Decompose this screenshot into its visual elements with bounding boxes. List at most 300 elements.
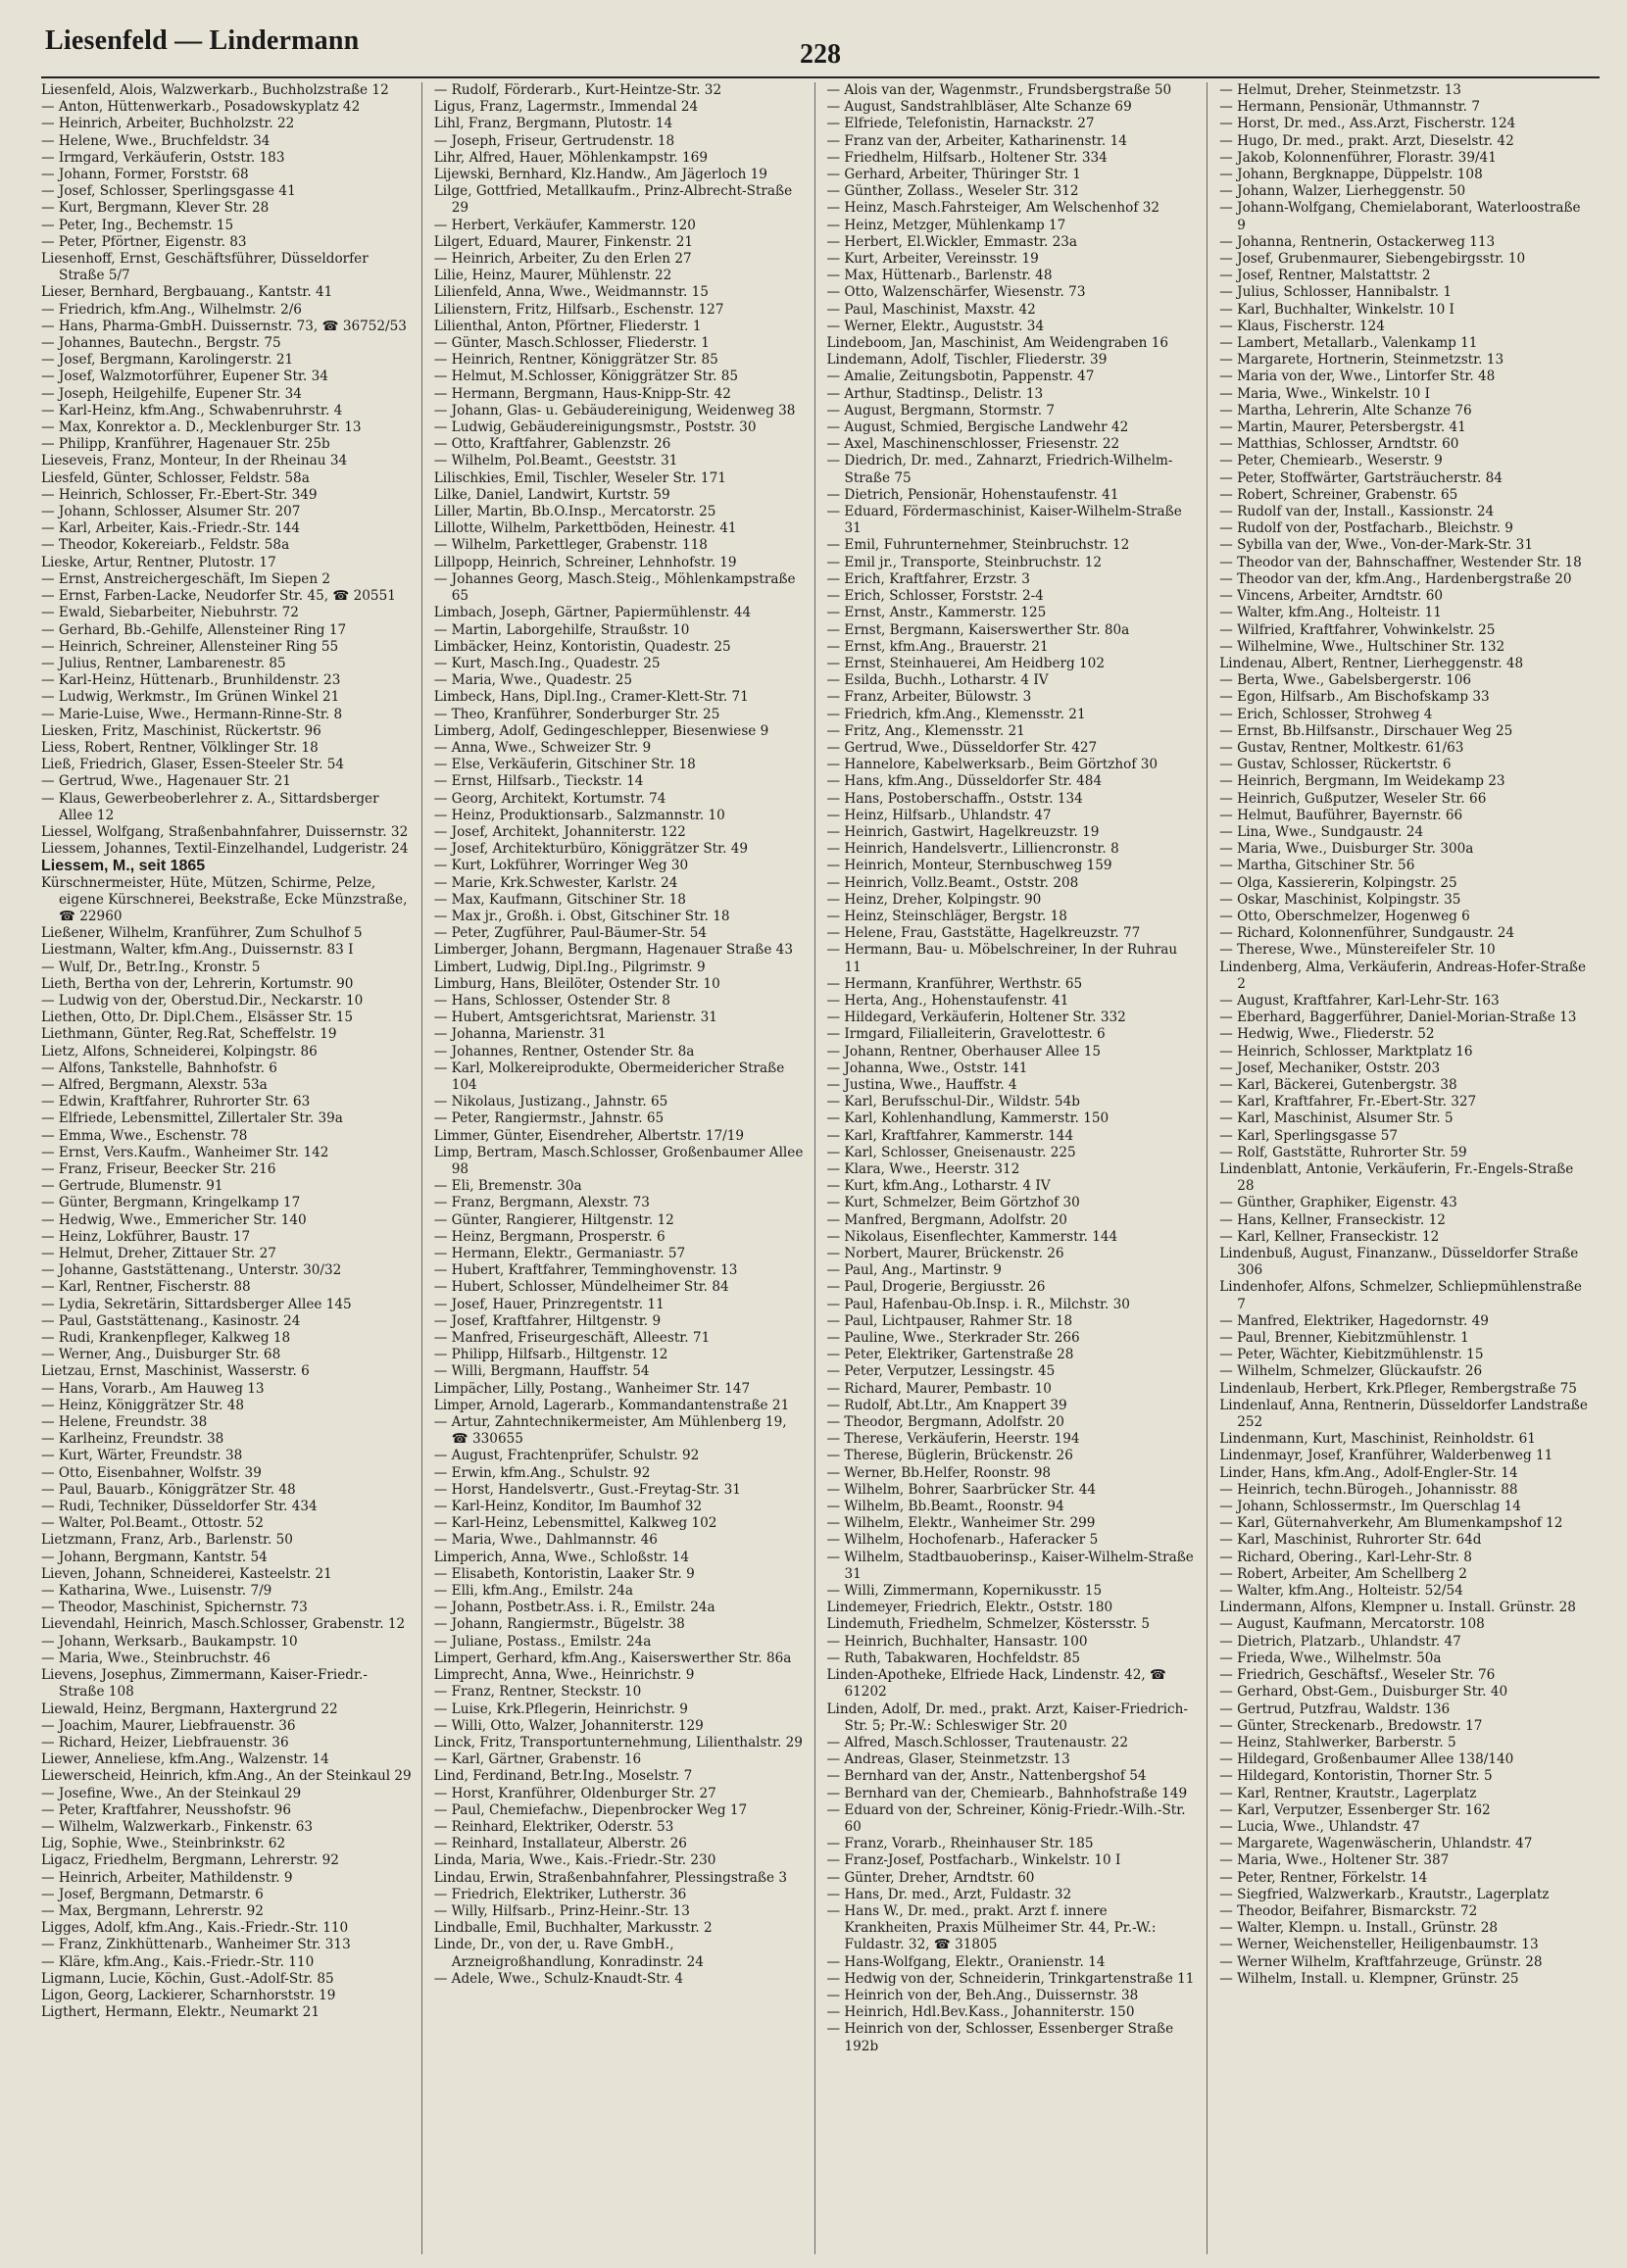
directory-entry: Liller, Martin, Bb.O.Insp., Mercatorstr. 25 xyxy=(433,504,716,520)
directory-entry: — Joseph, Heilgehilfe, Eupener Str. 34 xyxy=(41,385,302,402)
directory-entry: — Günter, Dreher, Arndtstr. 60 xyxy=(826,1869,1035,1886)
directory-entry: — Elli, kfm.Ang., Emilstr. 24a xyxy=(433,1583,633,1600)
directory-entry: — Helene, Frau, Gaststätte, Hagelkreuzstr. 77 xyxy=(826,925,1141,942)
directory-entry: — Edwin, Kraftfahrer, Ruhrorter Str. 63 xyxy=(41,1094,311,1110)
directory-entry: — Paul, Drogerie, Bergiusstr. 26 xyxy=(826,1279,1046,1296)
directory-entry: — Hans, Schlosser, Ostender Str. 8 xyxy=(433,992,670,1009)
directory-entry: — Johanna, Wwe., Oststr. 141 xyxy=(826,1060,1028,1076)
directory-entry: — Georg, Architekt, Kortumstr. 74 xyxy=(433,790,666,807)
directory-entry: — Josef, Grubenmaurer, Siebengebirgsstr. 10 xyxy=(1219,251,1526,268)
directory-entry: Ligmann, Lucie, Köchin, Gust.-Adolf-Str. 85 xyxy=(41,1970,334,1987)
directory-entry: — Heinrich, Schlosser, Marktplatz 16 xyxy=(1219,1043,1473,1060)
directory-entry: — Herbert, Verkäufer, Kammerstr. 120 xyxy=(433,217,696,233)
directory-entry: Lindenbuß, August, Finanzanw., Düsseldorfer Straße 306 xyxy=(1219,1246,1579,1279)
directory-entry: Limbert, Ludwig, Dipl.Ing., Pilgrimstr. 9 xyxy=(433,959,706,975)
directory-entry: — Hans-Wolfgang, Elektr., Oranienstr. 14 xyxy=(826,1953,1106,1970)
directory-entry: — Johann, Bergmann, Kantstr. 54 xyxy=(41,1549,268,1565)
directory-entry: — Werner Wilhelm, Kraftfahrzeuge, Grünstr. 28 xyxy=(1219,1953,1543,1970)
directory-entry: — Karlheinz, Freundstr. 38 xyxy=(41,1431,224,1448)
directory-entry: — Willi, Otto, Walzer, Johanniterstr. 129 xyxy=(433,1717,704,1734)
directory-entry: Limp, Bertram, Masch.Schlosser, Großenbaumer Allee 98 xyxy=(433,1144,804,1177)
running-title: Liesenfeld — Lindermann xyxy=(45,25,360,56)
directory-entry: Linden-Apotheke, Elfriede Hack, Lindenstr. 42, ☎ 61202 xyxy=(826,1667,1166,1701)
directory-entry: — Heinrich, Schlosser, Fr.-Ebert-Str. 349 xyxy=(41,486,318,503)
directory-entry: — Karl, Kellner, Franseckistr. 12 xyxy=(1219,1228,1440,1245)
directory-entry: — Günter, Rangierer, Hiltgenstr. 12 xyxy=(433,1211,674,1228)
directory-entry: — Wilhelm, Pol.Beamt., Geeststr. 31 xyxy=(433,453,678,469)
directory-entry: — Ruth, Tabakwaren, Hochfeldstr. 85 xyxy=(826,1650,1081,1666)
directory-entry: Liethmann, Günter, Reg.Rat, Scheffelstr. 19 xyxy=(41,1026,337,1043)
directory-entry: — Oskar, Maschinist, Kolpingstr. 35 xyxy=(1219,891,1461,908)
directory-entry: — Philipp, Kranführer, Hagenauer Str. 25b xyxy=(41,436,330,453)
page-number: 228 xyxy=(800,39,841,70)
directory-entry: — Olga, Kassiererin, Kolpingstr. 25 xyxy=(1219,874,1457,891)
directory-entry: — Heinz, Steinschläger, Bergstr. 18 xyxy=(826,908,1067,924)
directory-entry: — Max, Bergmann, Lehrerstr. 92 xyxy=(41,1902,264,1919)
directory-entry: — Josef, Mechaniker, Oststr. 203 xyxy=(1219,1060,1441,1076)
directory-entry: Lindemann, Adolf, Tischler, Fliederstr. 39 xyxy=(826,352,1108,369)
directory-entry: Liessel, Wolfgang, Straßenbahnfahrer, Duissernstr. 32 xyxy=(41,823,409,840)
directory-entry: — Peter, Pförtner, Eigenstr. 83 xyxy=(41,233,247,250)
directory-entry: — Wilhelm, Walzwerkarb., Finkenstr. 63 xyxy=(41,1818,314,1835)
directory-entry: Liewald, Heinz, Bergmann, Haxtergrund 22 xyxy=(41,1701,338,1717)
directory-entry: — Wilhelm, Elektr., Wanheimer Str. 299 xyxy=(826,1515,1096,1532)
directory-entry: — Marie, Krk.Schwester, Karlstr. 24 xyxy=(433,874,678,891)
directory-entry: — Elfriede, Telefonistin, Harnackstr. 27 xyxy=(826,116,1095,132)
directory-entry: — Amalie, Zeitungsbotin, Pappenstr. 47 xyxy=(826,369,1095,385)
directory-entry: — Paul, Brenner, Kiebitzmühlenstr. 1 xyxy=(1219,1330,1469,1347)
directory-entry: Limbach, Joseph, Gärtner, Papiermühlenstr. 44 xyxy=(433,605,752,621)
directory-entry: Lindemeyer, Friedrich, Elektr., Oststr. 180 xyxy=(826,1600,1113,1616)
directory-entry: — Josef, Architekt, Johanniterstr. 122 xyxy=(433,823,686,840)
directory-entry: — Hedwig, Wwe., Fliederstr. 52 xyxy=(1219,1026,1435,1043)
directory-entry: — Helmut, M.Schlosser, Königgrätzer Str. 85 xyxy=(433,369,739,385)
directory-entry: — Johannes Georg, Masch.Steig., Möhlenkampstraße 65 xyxy=(433,570,796,605)
directory-entry: — Johann, Bergknappe, Düppelstr. 108 xyxy=(1219,167,1483,183)
directory-entry: — Heinz, Stahlwerker, Barberstr. 5 xyxy=(1219,1734,1456,1750)
directory-entry: — Ernst, Anstreichergeschäft, Im Siepen 2 xyxy=(41,570,331,587)
directory-entry: — Heinrich, Arbeiter, Buchholzstr. 22 xyxy=(41,116,295,132)
directory-entry: — Therese, Büglerin, Brückenstr. 26 xyxy=(826,1448,1073,1464)
directory-entry: — Werner, Ang., Duisburger Str. 68 xyxy=(41,1347,281,1363)
directory-entry: — Ludwig, Gebäudereinigungsmstr., Poststr. 30 xyxy=(433,419,757,436)
directory-entry: Liewer, Anneliese, kfm.Ang., Walzenstr. 14 xyxy=(41,1751,329,1768)
directory-entry: — Wulf, Dr., Betr.Ing., Kronstr. 5 xyxy=(41,959,261,975)
directory-entry: — Otto, Walzenschärfer, Wiesenstr. 73 xyxy=(826,284,1086,301)
directory-entry: Liessem, M., seit 1865 xyxy=(41,858,206,875)
directory-entry: — Julius, Schlosser, Hannibalstr. 1 xyxy=(1219,284,1452,301)
directory-entry: — August, Sandstrahlbläser, Alte Schanze 69 xyxy=(826,99,1132,116)
directory-entry: Lieseveis, Franz, Monteur, In der Rheinau 34 xyxy=(41,453,348,469)
directory-entry: — Günter, Bergmann, Kringelkamp 17 xyxy=(41,1195,301,1211)
directory-entry: Limperich, Anna, Wwe., Schloßstr. 14 xyxy=(433,1549,689,1565)
directory-entry: — Karl-Heinz, Lebensmittel, Kalkweg 102 xyxy=(433,1515,717,1532)
directory-entry: — Karl, Verputzer, Essenberger Str. 162 xyxy=(1219,1801,1491,1818)
directory-entry: — Franz van der, Arbeiter, Katharinenstr. 14 xyxy=(826,132,1127,149)
directory-entry: — Josef, Walzmotorführer, Eupener Str. 34 xyxy=(41,369,328,385)
directory-entry: — Günther, Zollass., Weseler Str. 312 xyxy=(826,183,1079,200)
directory-entry: Lindeboom, Jan, Maschinist, Am Weidengraben 16 xyxy=(826,335,1169,352)
directory-entry: — Hermann, Pensionär, Uthmannstr. 7 xyxy=(1219,99,1480,116)
directory-entry: — Richard, Kolonnenführer, Sundgaustr. 24 xyxy=(1219,925,1515,942)
directory-columns xyxy=(41,82,1600,2254)
directory-entry: — Nikolaus, Eisenflechter, Kammerstr. 144 xyxy=(826,1228,1118,1245)
column-1 xyxy=(41,82,421,2254)
directory-entry: — Hildegard, Großenbaumer Allee 138/140 xyxy=(1219,1751,1514,1768)
directory-entry: — Max, Konrektor a. D., Mecklenburger Str. 13 xyxy=(41,419,362,436)
directory-entry: — Herta, Ang., Hohenstaufenstr. 41 xyxy=(826,992,1069,1009)
directory-entry: — Horst, Dr. med., Ass.Arzt, Fischerstr. 124 xyxy=(1219,116,1516,132)
directory-entry: — Julius, Rentner, Lambarenestr. 85 xyxy=(41,655,286,671)
directory-entry: — Ernst, Bb.Hilfsanstr., Dirschauer Weg 25 xyxy=(1219,722,1513,739)
directory-entry: — Sybilla van der, Wwe., Von-der-Mark-Str. 31 xyxy=(1219,537,1533,554)
directory-entry: — Eli, Bremenstr. 30a xyxy=(433,1178,582,1195)
directory-entry: — Martin, Maurer, Petersbergstr. 41 xyxy=(1219,419,1466,436)
directory-entry: — Gustav, Rentner, Moltkestr. 61/63 xyxy=(1219,739,1464,756)
directory-entry: — Axel, Maschinenschlosser, Friesenstr. 22 xyxy=(826,436,1120,453)
directory-entry: Lilgert, Eduard, Maurer, Finkenstr. 21 xyxy=(433,233,694,250)
directory-entry: Lilienthal, Anton, Pförtner, Fliederstr. 1 xyxy=(433,318,702,334)
directory-entry: — Kurt, kfm.Ang., Lotharstr. 4 IV xyxy=(826,1178,1051,1195)
directory-entry: — Egon, Hilfsarb., Am Bischofskamp 33 xyxy=(1219,689,1490,706)
directory-entry: — Friedrich, Geschäftsf., Weseler Str. 76 xyxy=(1219,1667,1496,1684)
directory-entry: — Maria, Wwe., Winkelstr. 10 I xyxy=(1219,385,1430,402)
directory-entry: — Friedrich, kfm.Ang., Klemensstr. 21 xyxy=(826,706,1086,722)
directory-entry: — Johann, Postbetr.Ass. i. R., Emilstr. 24a xyxy=(433,1600,715,1616)
directory-entry: — Heinrich, Bergmann, Im Weidekamp 23 xyxy=(1219,773,1505,790)
directory-entry: — Willi, Zimmermann, Kopernikusstr. 15 xyxy=(826,1583,1103,1600)
directory-entry: Lilienfeld, Anna, Wwe., Weidmannstr. 15 xyxy=(433,284,709,301)
directory-entry: — Anna, Wwe., Schweizer Str. 9 xyxy=(433,739,652,756)
directory-entry: — Gertrud, Putzfrau, Waldstr. 136 xyxy=(1219,1701,1451,1717)
directory-entry: — Therese, Wwe., Münstereifeler Str. 10 xyxy=(1219,942,1496,959)
directory-entry: — Peter, Kraftfahrer, Neusshofstr. 96 xyxy=(41,1801,291,1818)
directory-entry: — Peter, Wächter, Kiebitzmühlenstr. 15 xyxy=(1219,1347,1484,1363)
directory-entry: — Reinhard, Elektriker, Oderstr. 53 xyxy=(433,1818,674,1835)
directory-entry: Limberg, Adolf, Gedingeschlepper, Biesenwiese 9 xyxy=(433,722,769,739)
directory-entry: — Ernst, Bergmann, Kaiserswerther Str. 80a xyxy=(826,621,1130,638)
directory-entry: — Karl, Gärtner, Grabenstr. 16 xyxy=(433,1751,642,1768)
directory-entry: — Herbert, El.Wickler, Emmastr. 23a xyxy=(826,233,1078,250)
directory-entry: — Matthias, Schlosser, Arndtstr. 60 xyxy=(1219,436,1459,453)
page-header xyxy=(41,22,1600,69)
directory-entry: — Kurt, Lokführer, Worringer Weg 30 xyxy=(433,858,689,874)
directory-entry: Kürschnermeister, Hüte, Mützen, Schirme, Pelze, eigene Kürschnerei, Beekstraße, Ecke Münzstraße, ☎ 22960 xyxy=(41,874,408,924)
directory-entry: — Johann, Rentner, Oberhauser Allee 15 xyxy=(826,1043,1102,1060)
directory-entry: — Heinrich, Arbeiter, Mathildenstr. 9 xyxy=(41,1869,293,1886)
directory-entry: — Irmgard, Filialleiterin, Gravelottestr. 6 xyxy=(826,1026,1106,1043)
directory-entry: — Johann, Schlosser, Alsumer Str. 207 xyxy=(41,504,301,520)
directory-entry: — Johannes, Rentner, Ostender Str. 8a xyxy=(433,1043,695,1060)
directory-entry: — Paul, Gaststättenang., Kasinostr. 24 xyxy=(41,1312,301,1329)
directory-entry: Ließener, Wilhelm, Kranführer, Zum Schulhof 5 xyxy=(41,925,363,942)
directory-entry: — Kurt, Schmelzer, Beim Görtzhof 30 xyxy=(826,1195,1080,1211)
directory-entry: — Rolf, Gaststätte, Ruhrorter Str. 59 xyxy=(1219,1144,1467,1160)
directory-entry: — Kurt, Bergmann, Klever Str. 28 xyxy=(41,200,270,217)
directory-entry: Lindenhofer, Alfons, Schmelzer, Schliepmühlenstraße 7 xyxy=(1219,1279,1582,1312)
directory-entry: — Bernhard van der, Chemiearb., Bahnhofstraße 149 xyxy=(826,1785,1188,1801)
directory-entry: Lindenblatt, Antonie, Verkäuferin, Fr.-Engels-Straße 28 xyxy=(1219,1161,1574,1195)
directory-entry: — Karl, Buchhalter, Winkelstr. 10 I xyxy=(1219,301,1454,318)
directory-entry: — Siegfried, Walzwerkarb., Krautstr., Lagerplatz xyxy=(1219,1886,1550,1902)
directory-entry: Lietz, Alfons, Schneiderei, Kolpingstr. 86 xyxy=(41,1043,318,1060)
directory-entry: — Emil, Fuhrunternehmer, Steinbruchstr. 12 xyxy=(826,537,1130,554)
column-4 xyxy=(1207,82,1600,2254)
directory-entry: — Theo, Kranführer, Sonderburger Str. 25 xyxy=(433,706,720,722)
directory-entry: Lieser, Bernhard, Bergbauang., Kantstr. 41 xyxy=(41,284,333,301)
directory-entry: — Heinrich, Handelsvertr., Lilliencronstr. 8 xyxy=(826,841,1119,858)
directory-entry: — Andreas, Glaser, Steinmetzstr. 13 xyxy=(826,1751,1070,1768)
directory-entry: Limper, Arnold, Lagerarb., Kommandantenstraße 21 xyxy=(433,1397,790,1413)
directory-entry: Lietzmann, Franz, Arb., Barlenstr. 50 xyxy=(41,1532,293,1549)
directory-entry: — Hannelore, Kabelwerksarb., Beim Görtzhof 30 xyxy=(826,757,1159,773)
directory-entry: — Johanna, Marienstr. 31 xyxy=(433,1026,607,1043)
directory-entry: — Alfons, Tankstelle, Bahnhofstr. 6 xyxy=(41,1060,277,1076)
directory-entry: — Karl, Schlosser, Gneisenaustr. 225 xyxy=(826,1144,1076,1160)
directory-entry: — Lydia, Sekretärin, Sittardsberger Allee 145 xyxy=(41,1296,352,1312)
directory-entry: — Paul, Chemiefachw., Diepenbrocker Weg 17 xyxy=(433,1801,748,1818)
directory-entry: — Margarete, Wagenwäscherin, Uhlandstr. 47 xyxy=(1219,1836,1533,1852)
directory-entry: — Bernhard van der, Anstr., Nattenbergshof 54 xyxy=(826,1768,1147,1785)
directory-entry: — Helmut, Dreher, Steinmetzstr. 13 xyxy=(1219,82,1461,98)
directory-entry: Lilie, Heinz, Maurer, Mühlenstr. 22 xyxy=(433,268,672,284)
directory-entry: — Ewald, Siebarbeiter, Niebuhrstr. 72 xyxy=(41,605,299,621)
directory-entry: — Richard, Heizer, Liebfrauenstr. 36 xyxy=(41,1734,289,1750)
directory-entry: — Walter, kfm.Ang., Holteistr. 11 xyxy=(1219,605,1442,621)
directory-entry: — Ernst, Vers.Kaufm., Wanheimer Str. 142 xyxy=(41,1144,329,1160)
directory-entry: — Paul, Hafenbau-Ob.Insp. i. R., Milchstr. 30 xyxy=(826,1296,1130,1312)
directory-entry: — Hans, Postoberschaffn., Oststr. 134 xyxy=(826,790,1083,807)
directory-entry: — August, Bergmann, Stormstr. 7 xyxy=(826,402,1055,419)
directory-entry: — Theodor, Beifahrer, Bismarckstr. 72 xyxy=(1219,1902,1478,1919)
directory-entry: — Ernst, Hilfsarb., Tieckstr. 14 xyxy=(433,773,644,790)
directory-entry: Lilischkies, Emil, Tischler, Weseler Str. 171 xyxy=(433,469,726,486)
directory-entry: — Friedrich, Elektriker, Lutherstr. 36 xyxy=(433,1886,687,1902)
directory-entry: — Hugo, Dr. med., prakt. Arzt, Dieselstr. 42 xyxy=(1219,132,1514,149)
column-3 xyxy=(814,82,1208,2254)
directory-entry: — Alois van der, Wagenmstr., Frundsbergstraße 50 xyxy=(826,82,1172,98)
directory-entry: — Johannes, Bautechn., Bergstr. 75 xyxy=(41,335,281,352)
directory-entry: — Adele, Wwe., Schulz-Knaudt-Str. 4 xyxy=(433,1970,684,1987)
directory-entry: — Karl, Kraftfahrer, Fr.-Ebert-Str. 327 xyxy=(1219,1094,1477,1110)
directory-entry: Limprecht, Anna, Wwe., Heinrichstr. 9 xyxy=(433,1667,695,1684)
directory-entry: — Josef, Kraftfahrer, Hiltgenstr. 9 xyxy=(433,1312,662,1329)
directory-entry: — Pauline, Wwe., Sterkrader Str. 266 xyxy=(826,1330,1080,1347)
directory-entry: Lindenberg, Alma, Verkäuferin, Andreas-Hofer-Straße 2 xyxy=(1219,959,1586,992)
directory-entry: — Günther, Graphiker, Eigenstr. 43 xyxy=(1219,1195,1457,1211)
directory-entry: — Kläre, kfm.Ang., Kais.-Friedr.-Str. 110 xyxy=(41,1953,315,1970)
directory-entry: — Peter, Verputzer, Lessingstr. 45 xyxy=(826,1363,1056,1380)
directory-entry: — Gerhard, Bb.-Gehilfe, Allensteiner Ring 17 xyxy=(41,621,347,638)
directory-entry: Limpächer, Lilly, Postang., Wanheimer Str. 147 xyxy=(433,1380,751,1397)
directory-entry: — Dietrich, Pensionär, Hohenstaufenstr. 41 xyxy=(826,486,1119,503)
directory-entry: — Heinrich, Monteur, Sternbuschweg 159 xyxy=(826,858,1112,874)
directory-entry: — Marie-Luise, Wwe., Hermann-Rinne-Str. 8 xyxy=(41,706,343,722)
directory-entry: — Friedrich, kfm.Ang., Wilhelmstr. 2/6 xyxy=(41,301,302,318)
directory-entry: Lillotte, Wilhelm, Parkettböden, Heinestr. 41 xyxy=(433,520,737,537)
directory-entry: — Dietrich, Platzarb., Uhlandstr. 47 xyxy=(1219,1633,1461,1650)
directory-entry: — Friedhelm, Hilfsarb., Holtener Str. 334 xyxy=(826,149,1108,166)
directory-entry: Liessem, Johannes, Textil-Einzelhandel, Ludgeristr. 24 xyxy=(41,841,409,858)
directory-entry: Lilge, Gottfried, Metallkaufm., Prinz-Albrecht-Straße 29 xyxy=(433,183,793,217)
directory-entry: Liesenhoff, Ernst, Geschäftsführer, Düsseldorfer Straße 5/7 xyxy=(41,251,369,284)
directory-entry: Lilienstern, Fritz, Hilfsarb., Eschenstr. 127 xyxy=(433,301,724,318)
directory-entry: — Martha, Lehrerin, Alte Schanze 76 xyxy=(1219,402,1472,419)
directory-entry: — Juliane, Postass., Emilstr. 24a xyxy=(433,1633,652,1650)
directory-entry: — Hubert, Kraftfahrer, Temminghovenstr. 13 xyxy=(433,1262,738,1279)
directory-entry: — Elisabeth, Kontoristin, Laaker Str. 9 xyxy=(433,1565,695,1582)
directory-entry: — Kurt, Wärter, Freundstr. 38 xyxy=(41,1448,243,1464)
directory-entry: — Erwin, kfm.Ang., Schulstr. 92 xyxy=(433,1464,651,1481)
directory-entry: — Heinz, Dreher, Kolpingstr. 90 xyxy=(826,891,1042,908)
directory-entry: — Franz, Rentner, Steckstr. 10 xyxy=(433,1684,642,1701)
directory-entry: Lindenmayr, Josef, Kranführer, Walderbenweg 11 xyxy=(1219,1448,1553,1464)
directory-entry: — Otto, Oberschmelzer, Hogenweg 6 xyxy=(1219,908,1470,924)
directory-entry: — August, Kraftfahrer, Karl-Lehr-Str. 163 xyxy=(1219,992,1500,1009)
directory-entry: — Peter, Ing., Bechemstr. 15 xyxy=(41,217,234,233)
directory-entry: — Theodor van der, kfm.Ang., Hardenbergstraße 20 xyxy=(1219,570,1572,587)
directory-entry: Ligacz, Friedhelm, Bergmann, Lehrerstr. 92 xyxy=(41,1852,339,1869)
directory-entry: — Nikolaus, Justizang., Jahnstr. 65 xyxy=(433,1094,668,1110)
directory-entry: — Johann, Rangiermstr., Bügelstr. 38 xyxy=(433,1616,685,1633)
directory-entry: — Rudolf, Abt.Ltr., Am Knappert 39 xyxy=(826,1397,1067,1413)
directory-entry: Limbeck, Hans, Dipl.Ing., Cramer-Klett-Str. 71 xyxy=(433,689,749,706)
directory-entry: — Ernst, Farben-Lacke, Neudorfer Str. 45, ☎ 20551 xyxy=(41,588,396,605)
directory-entry: Lihr, Alfred, Hauer, Möhlenkampstr. 169 xyxy=(433,149,708,166)
directory-entry: — Therese, Verkäuferin, Heerstr. 194 xyxy=(826,1431,1080,1448)
directory-entry: — Alfred, Bergmann, Alexstr. 53a xyxy=(41,1076,268,1093)
directory-entry: — Johann-Wolfgang, Chemielaborant, Waterloostraße 9 xyxy=(1219,200,1581,233)
directory-entry: Liesfeld, Günter, Schlosser, Feldstr. 58a xyxy=(41,469,310,486)
directory-entry: — Hermann, Bergmann, Haus-Knipp-Str. 42 xyxy=(433,385,731,402)
directory-entry: Liewerscheid, Heinrich, kfm.Ang., An der Steinkaul 29 xyxy=(41,1768,412,1785)
directory-entry: — Theodor, Bergmann, Adolfstr. 20 xyxy=(826,1414,1064,1431)
directory-entry: — Klaus, Gewerbeoberlehrer z. A., Sittardsberger Allee 12 xyxy=(41,790,379,823)
directory-entry: — Gerhard, Arbeiter, Thüringer Str. 1 xyxy=(826,167,1081,183)
directory-entry: — Robert, Schreiner, Grabenstr. 65 xyxy=(1219,486,1458,503)
directory-entry: — Josef, Hauer, Prinzregentstr. 11 xyxy=(433,1296,665,1312)
directory-entry: Linde, Dr., von der, u. Rave GmbH., Arzneigroßhandlung, Konradinstr. 24 xyxy=(433,1937,704,1970)
directory-entry: Lijewski, Bernhard, Klz.Handw., Am Jägerloch 19 xyxy=(433,167,767,183)
directory-entry: — Josefine, Wwe., An der Steinkaul 29 xyxy=(41,1785,302,1801)
directory-entry: Lindau, Erwin, Straßenbahnfahrer, Plessingstraße 3 xyxy=(433,1869,787,1886)
directory-entry: — Rudi, Techniker, Düsseldorfer Str. 434 xyxy=(41,1499,318,1515)
directory-entry: — Hans W., Dr. med., prakt. Arzt f. innere Krankheiten, Praxis Mülheimer Str. 44, Pr.-W.: Fuldastr. 32, ☎ 31805 xyxy=(826,1902,1157,1953)
directory-entry: — Theodor van der, Bahnschaffner, Westender Str. 18 xyxy=(1219,554,1582,570)
directory-entry: — Klaus, Fischerstr. 124 xyxy=(1219,318,1385,334)
directory-entry: — Maria, Wwe., Steinbruchstr. 46 xyxy=(41,1650,271,1666)
directory-entry: — Franz, Friseur, Beecker Str. 216 xyxy=(41,1161,276,1177)
directory-entry: — Karl, Maschinist, Ruhrorter Str. 64d xyxy=(1219,1532,1482,1549)
directory-entry: Liestmann, Walter, kfm.Ang., Duissernstr. 83 I xyxy=(41,942,354,959)
directory-entry: — Karl-Heinz, kfm.Ang., Schwabenruhrstr. 4 xyxy=(41,402,343,419)
directory-entry: — Willi, Bergmann, Hauffstr. 54 xyxy=(433,1363,650,1380)
directory-entry: Lieske, Artur, Rentner, Plutostr. 17 xyxy=(41,554,276,570)
directory-entry: Lind, Ferdinand, Betr.Ing., Moselstr. 7 xyxy=(433,1768,693,1785)
directory-entry: — Rudolf van der, Install., Kassionstr. 24 xyxy=(1219,504,1495,520)
directory-entry: — Franz, Bergmann, Alexstr. 73 xyxy=(433,1195,650,1211)
directory-entry: — Karl, Kohlenhandlung, Kammerstr. 150 xyxy=(826,1110,1109,1127)
directory-entry: — Heinz, Königgrätzer Str. 48 xyxy=(41,1397,245,1413)
directory-entry: — Richard, Obering., Karl-Lehr-Str. 8 xyxy=(1219,1549,1472,1565)
directory-entry: — Werner, Bb.Helfer, Roonstr. 98 xyxy=(826,1464,1051,1481)
directory-entry: Ligges, Adolf, kfm.Ang., Kais.-Friedr.-Str. 110 xyxy=(41,1920,349,1937)
directory-entry: — Helene, Freundstr. 38 xyxy=(41,1414,208,1431)
directory-entry: — Franz, Zinkhüttenarb., Wanheimer Str. 313 xyxy=(41,1937,351,1953)
directory-entry: — Maria, Wwe., Duisburger Str. 300a xyxy=(1219,841,1474,858)
directory-entry: — Helene, Wwe., Bruchfeldstr. 34 xyxy=(41,132,271,149)
directory-entry: — Emil jr., Transporte, Steinbruchstr. 12 xyxy=(826,554,1102,570)
directory-entry: — August, Schmied, Bergische Landwehr 42 xyxy=(826,419,1129,436)
directory-entry: — Hans, Kellner, Franseckistr. 12 xyxy=(1219,1211,1446,1228)
directory-entry: — Gertrud, Wwe., Hagenauer Str. 21 xyxy=(41,773,291,790)
directory-entry: — Philipp, Hilfsarb., Hiltgenstr. 12 xyxy=(433,1347,668,1363)
directory-entry: — Peter, Stoffwärter, Gartsträucherstr. 84 xyxy=(1219,469,1503,486)
directory-entry: — Horst, Kranführer, Oldenburger Str. 27 xyxy=(433,1785,716,1801)
directory-entry: — Otto, Eisenbahner, Wolfstr. 39 xyxy=(41,1464,262,1481)
directory-entry: — Wilhelm, Stadtbauoberinsp., Kaiser-Wilhelm-Straße 31 xyxy=(826,1549,1194,1582)
directory-entry: — Manfred, Elektriker, Hagedornstr. 49 xyxy=(1219,1312,1489,1329)
directory-entry: — Arthur, Stadtinsp., Delistr. 13 xyxy=(826,385,1044,402)
directory-entry: — Karl, Berufsschul-Dir., Wildstr. 54b xyxy=(826,1094,1080,1110)
directory-entry: — Wilhelmine, Wwe., Hultschiner Str. 132 xyxy=(1219,638,1505,655)
directory-entry: — Max jr., Großh. i. Obst, Gitschiner Str. 18 xyxy=(433,908,730,924)
directory-entry: — Josef, Schlosser, Sperlingsgasse 41 xyxy=(41,183,296,200)
directory-entry: Lietzau, Ernst, Maschinist, Wasserstr. 6 xyxy=(41,1363,310,1380)
directory-entry: — Max, Kaufmann, Gitschiner Str. 18 xyxy=(433,891,686,908)
directory-entry: — Maria, Wwe., Holtener Str. 387 xyxy=(1219,1852,1450,1869)
directory-entry: Liethen, Otto, Dr. Dipl.Chem., Elsässer Str. 15 xyxy=(41,1010,354,1026)
directory-entry: — Johanne, Gaststättenang., Unterstr. 30/32 xyxy=(41,1262,342,1279)
directory-entry: — Luise, Krk.Pflegerin, Heinrichstr. 9 xyxy=(433,1701,688,1717)
directory-entry: — Alfred, Masch.Schlosser, Trautenaustr. 22 xyxy=(826,1734,1128,1750)
directory-entry: Lillpopp, Heinrich, Schreiner, Lehnhofstr. 19 xyxy=(433,554,737,570)
directory-entry: Linda, Maria, Wwe., Kais.-Friedr.-Str. 230 xyxy=(433,1852,716,1869)
directory-entry: — Karl-Heinz, Hüttenarb., Brunhildenstr. 23 xyxy=(41,672,341,689)
directory-entry: — Eduard, Fördermaschinist, Kaiser-Wilhelm-Straße 31 xyxy=(826,504,1182,537)
directory-entry: — Margarete, Hortnerin, Steinmetzstr. 13 xyxy=(1219,352,1504,369)
directory-entry: — Frieda, Wwe., Wilhelmstr. 50a xyxy=(1219,1650,1442,1666)
directory-entry: Lindemuth, Friedhelm, Schmelzer, Köstersstr. 5 xyxy=(826,1616,1151,1633)
directory-entry: — Anton, Hüttenwerkarb., Posadowskyplatz 42 xyxy=(41,99,361,116)
directory-entry: Liesenfeld, Alois, Walzwerkarb., Buchholzstraße 12 xyxy=(41,82,389,98)
directory-entry: — Ernst, Steinhauerei, Am Heidberg 102 xyxy=(826,655,1105,671)
directory-entry: Lindenmann, Kurt, Maschinist, Reinholdstr. 61 xyxy=(1219,1431,1536,1448)
directory-entry: — Ernst, Anstr., Kammerstr. 125 xyxy=(826,605,1047,621)
directory-entry: — Peter, Zugführer, Paul-Bäumer-Str. 54 xyxy=(433,925,707,942)
directory-entry: — Martin, Laborgehilfe, Straußstr. 10 xyxy=(433,621,690,638)
directory-entry: — Robert, Arbeiter, Am Schellberg 2 xyxy=(1219,1565,1467,1582)
directory-entry: — Willy, Hilfsarb., Prinz-Heinr.-Str. 13 xyxy=(433,1902,690,1919)
directory-entry: — Franz, Arbeiter, Bülowstr. 3 xyxy=(826,689,1032,706)
directory-entry: Linden, Adolf, Dr. med., prakt. Arzt, Kaiser-Friedrich-Str. 5; Pr.-W.: Schleswiger Str. 20 xyxy=(826,1701,1188,1734)
directory-entry: — Hubert, Amtsgerichtsrat, Marienstr. 31 xyxy=(433,1010,717,1026)
directory-entry: — Johann, Schlossermstr., Im Querschlag 14 xyxy=(1219,1499,1521,1515)
directory-entry: — Wilhelm, Install. u. Klempner, Grünstr. 25 xyxy=(1219,1970,1519,1987)
directory-entry: — Josef, Bergmann, Detmarstr. 6 xyxy=(41,1886,264,1902)
directory-entry: Linck, Fritz, Transportunternehmung, Lilienthalstr. 29 xyxy=(433,1734,803,1750)
directory-entry: — Heinrich, Schreiner, Allensteiner Ring 55 xyxy=(41,638,339,655)
directory-entry: — Hans, Pharma-GmbH. Duissernstr. 73, ☎ 36752/53 xyxy=(41,318,407,334)
header-rule xyxy=(41,76,1600,78)
directory-entry: — Hedwig, Wwe., Emmericher Str. 140 xyxy=(41,1211,307,1228)
directory-entry: — Helmut, Dreher, Zittauer Str. 27 xyxy=(41,1246,276,1262)
directory-entry: — Lina, Wwe., Sundgaustr. 24 xyxy=(1219,823,1424,840)
directory-entry: — Gertrude, Blumenstr. 91 xyxy=(41,1178,223,1195)
directory-entry: — Manfred, Bergmann, Adolfstr. 20 xyxy=(826,1211,1067,1228)
directory-entry: — Hermann, Bau- u. Möbelschreiner, In der Ruhrau 11 xyxy=(826,942,1178,975)
directory-entry: — Günter, Masch.Schlosser, Fliederstr. 1 xyxy=(433,335,710,352)
